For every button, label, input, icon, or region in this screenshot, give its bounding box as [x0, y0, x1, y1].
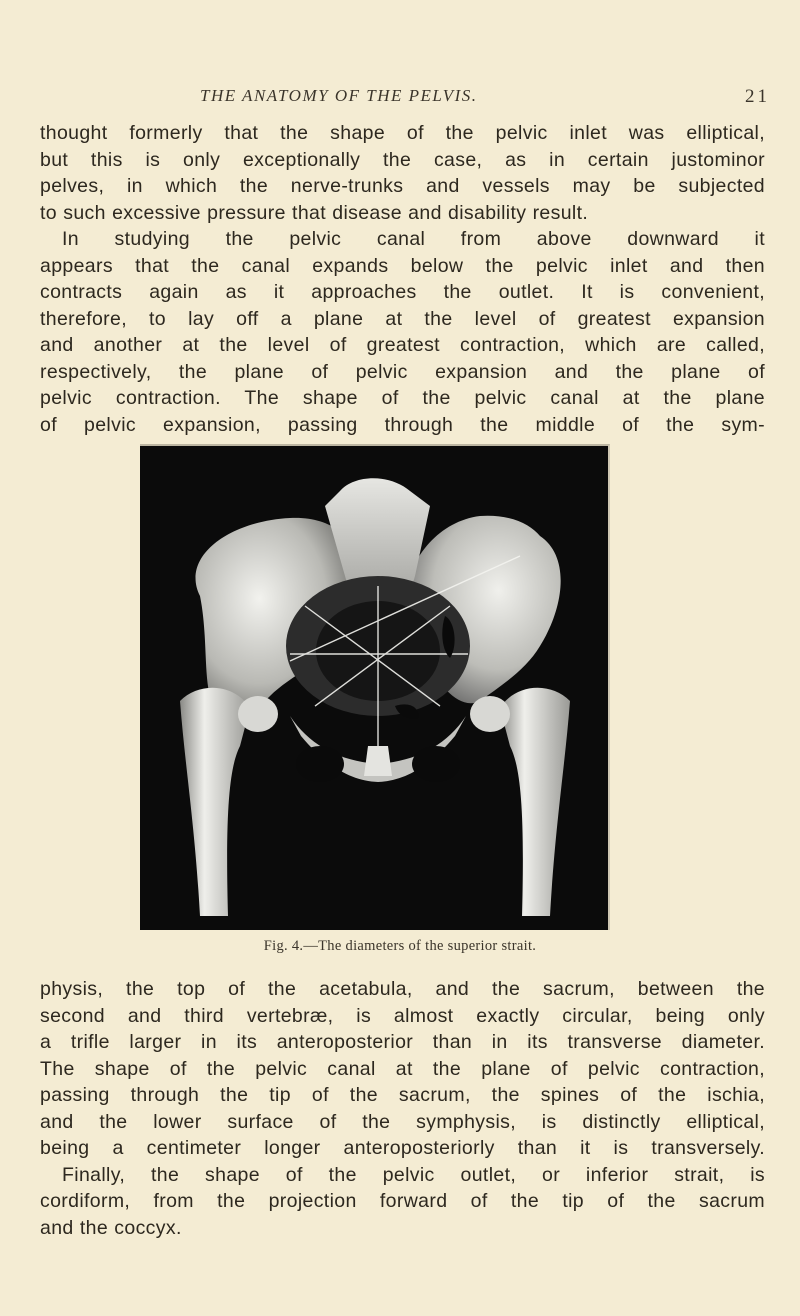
text-line: being a centimeter longer anteroposteriorly than it is transversely.	[40, 1137, 765, 1159]
text-line: Finally, the shape of the pelvic outlet, or inferior strait, is	[62, 1163, 765, 1186]
pelvis-figure	[140, 444, 610, 930]
text-line: a trifle larger in its anteroposterior than in its transverse diameter.	[40, 1031, 765, 1053]
text-line: physis, the top of the acetabula, and the sacrum, between the	[40, 978, 765, 1000]
paragraph-top	[40, 120, 765, 438]
text-line: therefore, to lay off a plane at the level of greatest expansion	[40, 307, 765, 330]
figure-caption: Fig. 4.—The diameters of the superior strait.	[263, 938, 537, 954]
text-line: contracts again as it approaches the outlet. It is convenient,	[40, 281, 765, 303]
text-line: appears that the canal expands below the pelvic inlet and then	[40, 254, 765, 277]
text-line: but this is only exceptionally the case, as in certain justominor	[40, 148, 765, 171]
text-line: respectively, the plane of pelvic expansion and the plane of	[40, 360, 765, 383]
text-line: thought formerly that the shape of the pelvic inlet was elliptical,	[40, 122, 765, 144]
text-line: and another at the level of greatest contraction, which are called,	[40, 334, 765, 356]
text-line: pelves, in which the nerve-trunks and vessels may be subjected	[40, 175, 765, 197]
running-header	[0, 86, 800, 110]
page-number: 21	[745, 86, 770, 107]
text-line: to such excessive pressure that disease and disability result.	[40, 201, 589, 224]
text-line: pelvic contraction. The shape of the pelvic canal at the plane	[40, 387, 765, 409]
pelvis-illustration	[140, 446, 608, 930]
running-title: THE ANATOMY OF THE PELVIS.	[200, 86, 478, 105]
text-line: In studying the pelvic canal from above downward it	[62, 228, 765, 250]
text-line: cordiform, from the projection forward of the tip of the sacrum	[40, 1190, 765, 1212]
paragraph-bottom	[40, 976, 765, 1241]
text-line: and the coccyx.	[40, 1216, 182, 1239]
text-line: of pelvic expansion, passing through the middle of the sym-	[40, 413, 765, 436]
text-line: passing through the tip of the sacrum, the spines of the ischia,	[40, 1084, 765, 1106]
text-line: The shape of the pelvic canal at the plane of pelvic contraction,	[40, 1057, 765, 1080]
text-line: second and third vertebræ, is almost exactly circular, being only	[40, 1004, 765, 1027]
text-line: and the lower surface of the symphysis, is distinctly elliptical,	[40, 1110, 765, 1133]
